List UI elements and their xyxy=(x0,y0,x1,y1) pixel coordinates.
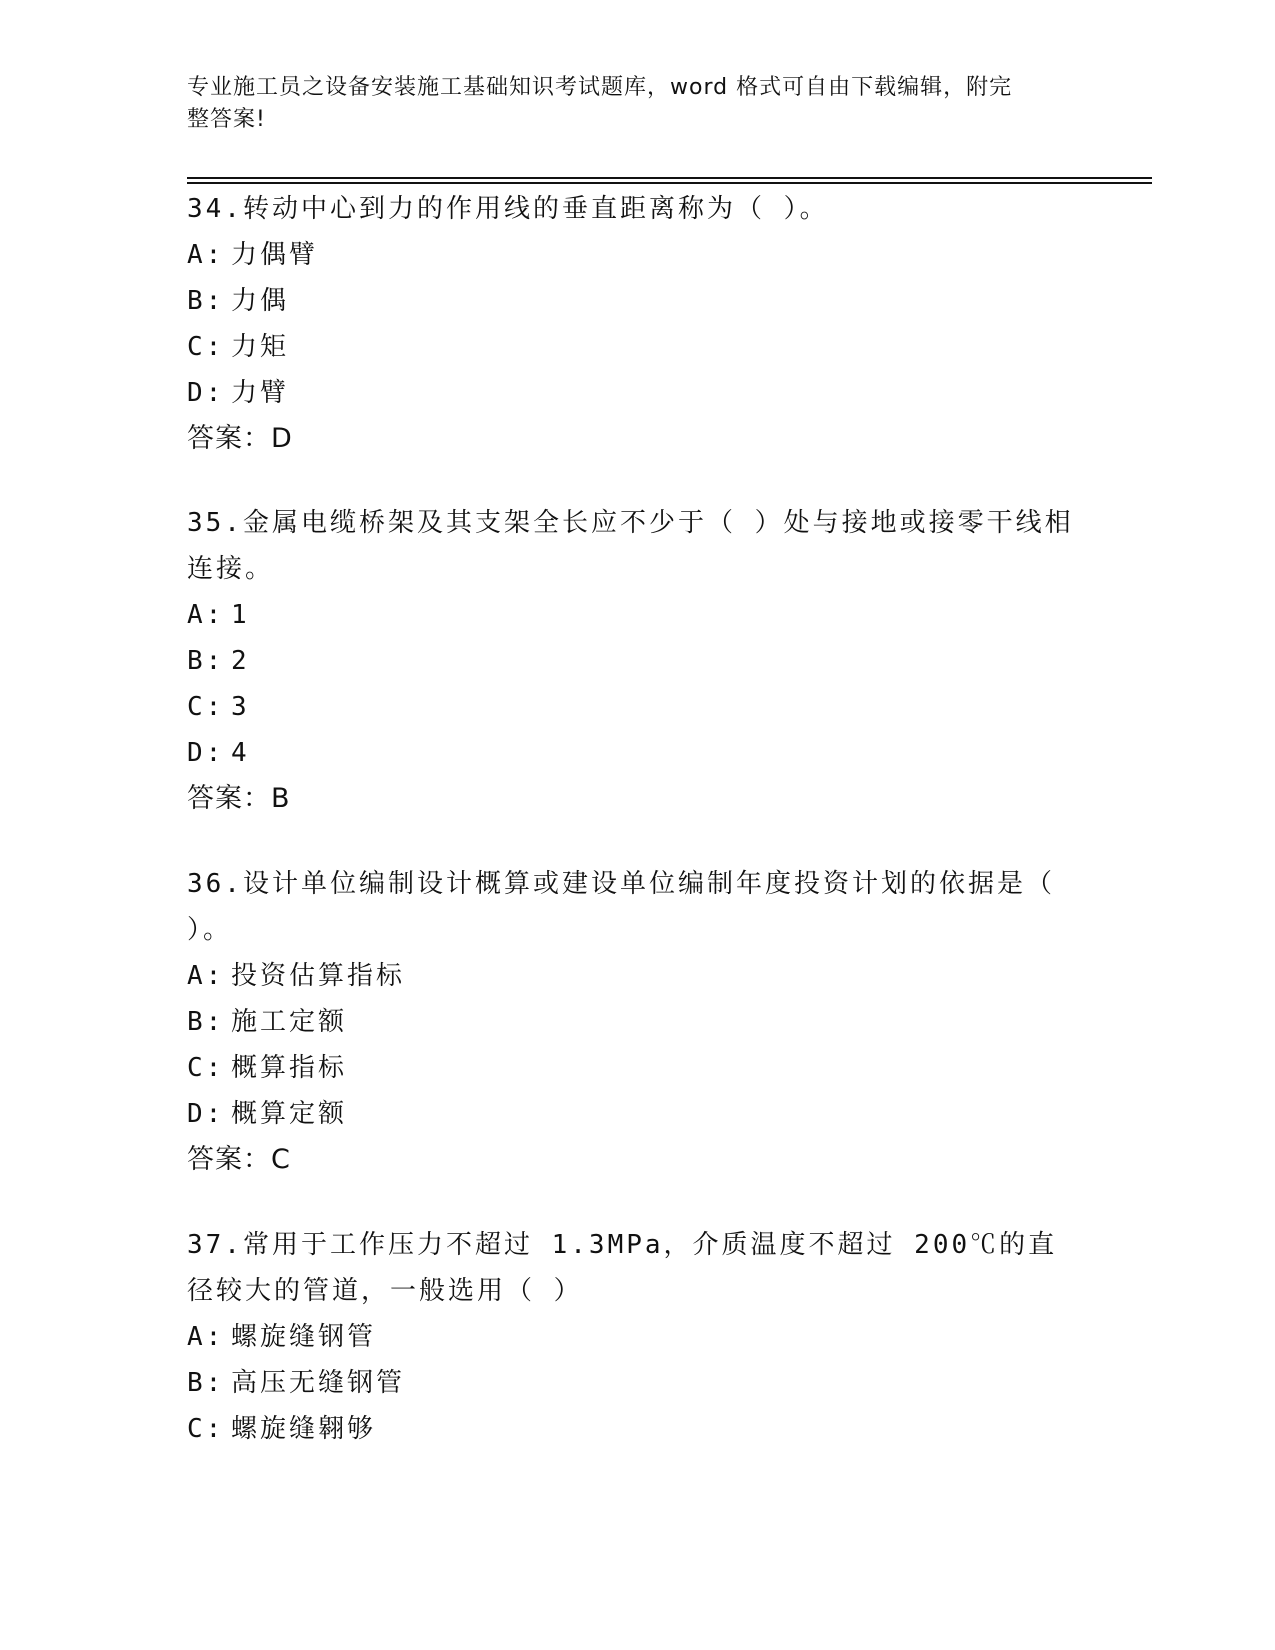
document-header xyxy=(187,72,1067,136)
option-text: 力偶 xyxy=(231,286,290,316)
option-d xyxy=(187,1091,1077,1137)
question-text: 34.转动中心到力的作用线的垂直距离称为（ ）。 xyxy=(187,194,829,224)
option-c xyxy=(187,684,1077,730)
option-a xyxy=(187,232,1077,278)
option-b xyxy=(187,1360,1077,1406)
option-c xyxy=(187,1406,1077,1452)
option-label: C: xyxy=(187,1414,225,1444)
question-35 xyxy=(187,500,1077,822)
option-d xyxy=(187,730,1077,776)
option-text: 概算定额 xyxy=(231,1099,348,1129)
option-label: B: xyxy=(187,646,225,676)
option-label: D: xyxy=(187,1099,225,1129)
option-text: 力偶臂 xyxy=(231,240,319,270)
option-c xyxy=(187,324,1077,370)
option-label: D: xyxy=(187,378,225,408)
question-37 xyxy=(187,1222,1077,1452)
option-label: B: xyxy=(187,286,225,316)
option-label: B: xyxy=(187,1007,225,1037)
option-b xyxy=(187,278,1077,324)
header-line-1: 专业施工员之设备安装施工基础知识考试题库，word 格式可自由下载编辑，附完 xyxy=(187,75,1013,100)
option-text: 高压无缝钢管 xyxy=(231,1368,406,1398)
option-label: B: xyxy=(187,1368,225,1398)
option-label: D: xyxy=(187,738,225,768)
option-b xyxy=(187,638,1077,684)
option-label: A: xyxy=(187,240,225,270)
option-text: 力矩 xyxy=(231,332,290,362)
answer: 答案：B xyxy=(187,783,291,814)
option-text: 概算指标 xyxy=(231,1053,348,1083)
question-text: 35.金属电缆桥架及其支架全长应不少于（ ）处与接地或接零干线相连接。 xyxy=(187,508,1074,584)
option-text: 3 xyxy=(231,692,250,722)
option-text: 投资估算指标 xyxy=(231,961,406,991)
option-b xyxy=(187,999,1077,1045)
question-34 xyxy=(187,186,1077,462)
option-label: A: xyxy=(187,961,225,991)
option-a xyxy=(187,1314,1077,1360)
header-divider-top xyxy=(187,177,1152,179)
header-divider-bottom xyxy=(187,182,1152,184)
option-text: 2 xyxy=(231,646,250,676)
question-36 xyxy=(187,861,1077,1183)
option-text: 螺旋缝钢管 xyxy=(231,1322,377,1352)
option-label: C: xyxy=(187,332,225,362)
option-text: 施工定额 xyxy=(231,1007,348,1037)
answer: 答案：D xyxy=(187,423,293,454)
option-c xyxy=(187,1045,1077,1091)
question-text: 37.常用于工作压力不超过 1.3MPa，介质温度不超过 200℃的直径较大的管道，一般选用（ ） xyxy=(187,1230,1058,1306)
option-a xyxy=(187,953,1077,999)
answer: 答案：C xyxy=(187,1144,291,1175)
question-text: 36.设计单位编制设计概算或建设单位编制年度投资计划的依据是（ ）。 xyxy=(187,869,1055,945)
header-line-2: 整答案! xyxy=(187,107,266,132)
option-label: A: xyxy=(187,600,225,630)
option-label: A: xyxy=(187,1322,225,1352)
option-text: 螺旋缝翱够 xyxy=(231,1414,377,1444)
option-label: C: xyxy=(187,1053,225,1083)
option-label: C: xyxy=(187,692,225,722)
option-text: 1 xyxy=(231,600,250,630)
option-text: 力臂 xyxy=(231,378,290,408)
option-a xyxy=(187,592,1077,638)
option-d xyxy=(187,370,1077,416)
option-text: 4 xyxy=(231,738,250,768)
